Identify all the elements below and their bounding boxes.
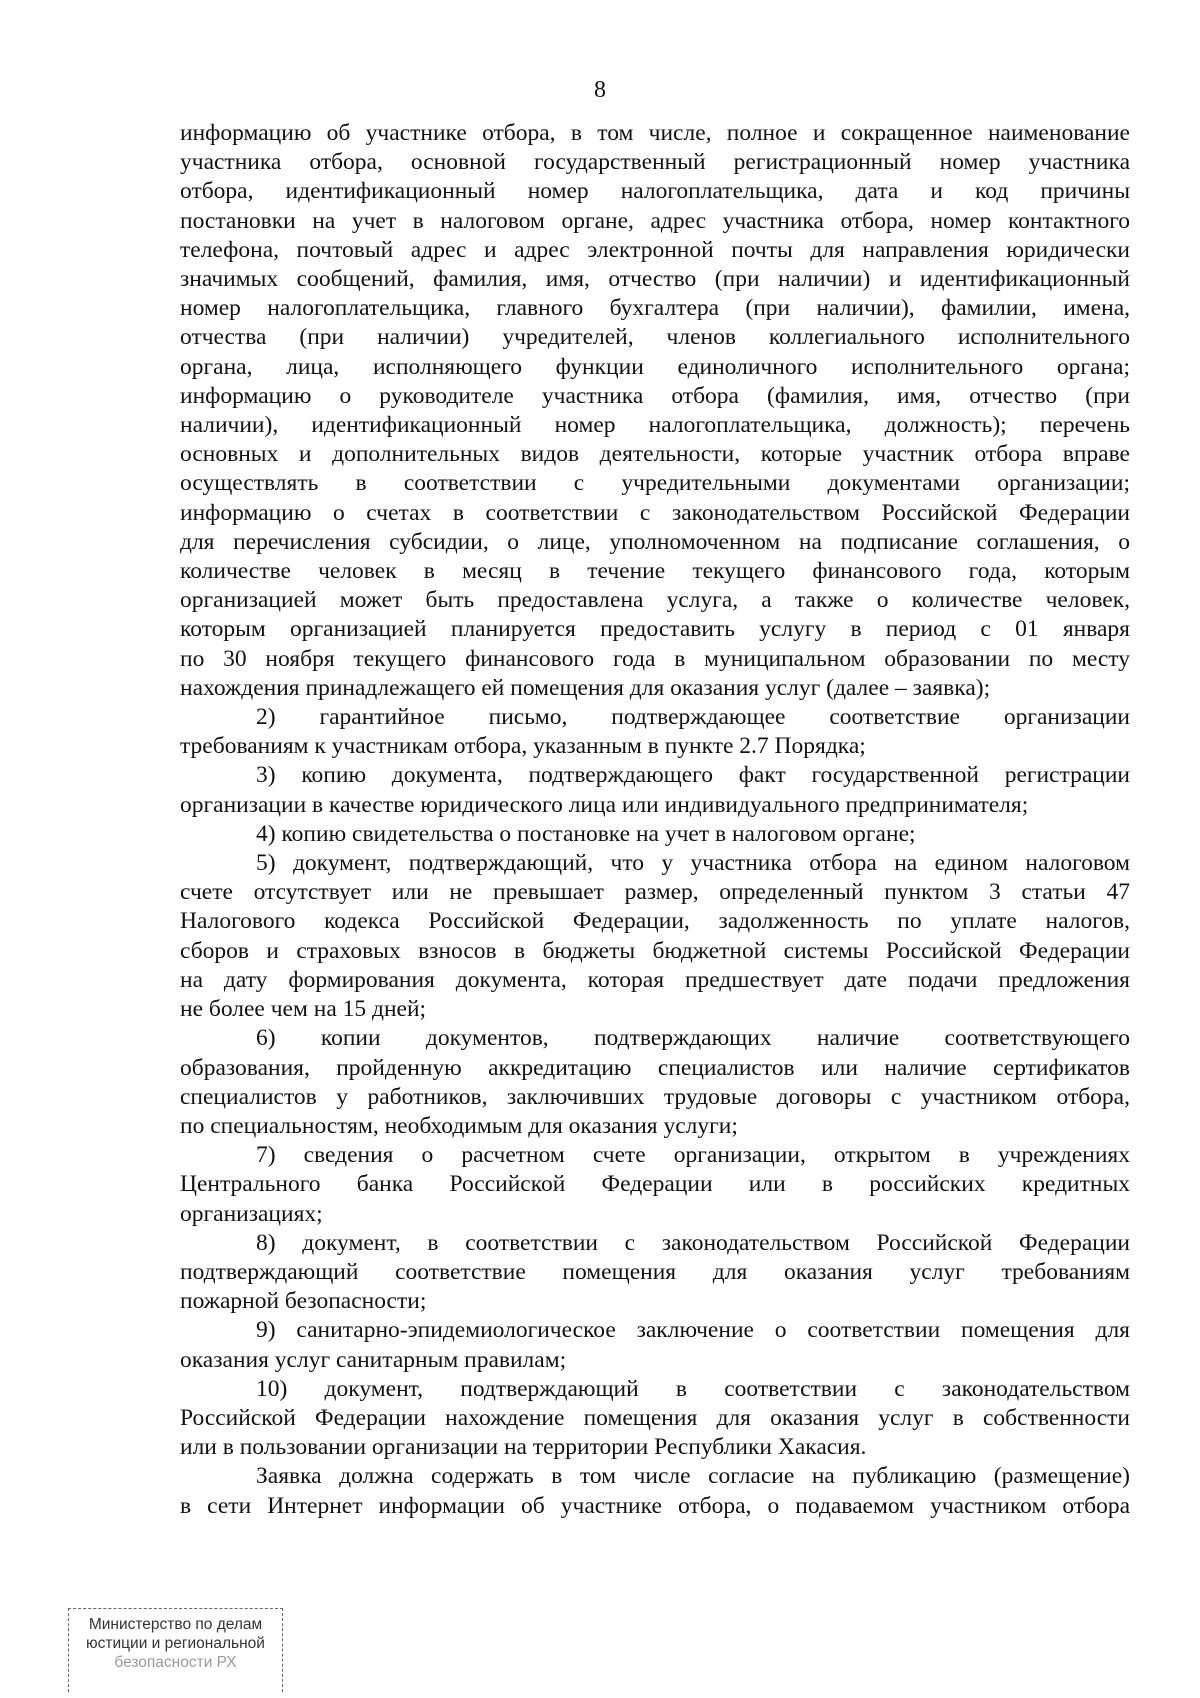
text-line: для перечисления субсидии, о лице, уполномоченном на подписание соглашения, о <box>180 528 1130 555</box>
text-line: телефона, почтовый адрес и адрес электронной почты для направления юридически <box>180 236 1130 263</box>
text-line: органа, лица, исполняющего функции единоличного исполнительного органа; <box>180 353 1130 380</box>
text-line: информацию о счетах в соответствии с законодательством Российской Федерации <box>180 499 1130 526</box>
text-line: 3) копию документа, подтверждающего факт государственной регистрации <box>256 762 1130 789</box>
paragraph <box>180 761 1130 819</box>
text-line: в сети Интернет информации об участнике отбора, о подаваемом участником отбора <box>180 1492 1130 1519</box>
paragraph <box>180 1316 1130 1374</box>
text-line: не более чем на 15 дней; <box>180 996 427 1023</box>
text-line: или в пользовании организации на территории Республики Хакасия. <box>180 1434 867 1461</box>
text-line: организациях; <box>180 1200 323 1227</box>
page-number: 8 <box>594 77 606 103</box>
text-line: 5) документ, подтверждающий, что у участника отбора на едином налоговом <box>256 850 1130 877</box>
text-line: специалистов у работников, заключивших трудовые договоры с участником отбора, <box>180 1083 1130 1110</box>
document-body <box>180 119 1130 1521</box>
text-line: подтверждающий соответствие помещения для оказания услуг требованиям <box>180 1258 1130 1285</box>
paragraph <box>180 820 1130 849</box>
paragraph <box>180 1462 1130 1520</box>
text-line: информацию о руководителе участника отбора (фамилия, имя, отчество (при <box>180 382 1130 409</box>
text-line: Заявка должна содержать в том числе согласие на публикацию (размещение) <box>256 1463 1130 1490</box>
text-line: 7) сведения о расчетном счете организации, открытом в учреждениях <box>256 1142 1130 1169</box>
paragraph <box>180 119 1130 703</box>
registration-stamp <box>68 1608 283 1692</box>
text-line: нахождения принадлежащего ей помещения для оказания услуг (далее – заявка); <box>180 674 991 701</box>
stamp-line-3: безопасности РХ <box>114 1654 237 1671</box>
text-line: 10) документ, подтверждающий в соответствии с законодательством <box>256 1375 1130 1402</box>
paragraph <box>180 849 1130 1024</box>
text-line: отчества (при наличии) учредителей, членов коллегиального исполнительного <box>180 324 1130 351</box>
paragraph <box>180 1141 1130 1229</box>
text-line: Центрального банка Российской Федерации или в российских кредитных <box>180 1171 1130 1198</box>
text-line: оказания услуг санитарным правилам; <box>180 1346 567 1373</box>
text-line: основных и дополнительных видов деятельности, которые участник отбора вправе <box>180 441 1130 468</box>
text-line: организацией может быть предоставлена услуга, а также о количестве человек, <box>180 587 1130 614</box>
text-line: информацию об участнике отбора, в том числе, полное и сокращенное наименование <box>180 120 1130 146</box>
text-line: 6) копии документов, подтверждающих наличие соответствующего <box>256 1025 1130 1052</box>
text-line: сборов и страховых взносов в бюджеты бюджетной системы Российской Федерации <box>180 937 1130 964</box>
text-line: по специальностям, необходимым для оказания услуги; <box>180 1112 738 1139</box>
paragraph <box>180 1229 1130 1317</box>
text-line: организации в качестве юридического лица или индивидуального предпринимателя; <box>180 791 1029 818</box>
text-line: отбора, идентификационный номер налогоплательщика, дата и код причины <box>180 178 1130 205</box>
paragraph <box>180 703 1130 761</box>
text-line: Российской Федерации нахождение помещения для оказания услуг в собственности <box>180 1404 1130 1431</box>
text-line: наличии), идентификационный номер налогоплательщика, должность); перечень <box>180 412 1130 439</box>
text-line: значимых сообщений, фамилия, имя, отчество (при наличии) и идентификационный <box>180 266 1130 293</box>
text-line: 4) копию свидетельства о постановке на учет в налоговом органе; <box>256 820 916 847</box>
paragraph <box>180 1024 1130 1141</box>
text-line: Налогового кодекса Российской Федерации, задолженность по уплате налогов, <box>180 908 1130 935</box>
text-line: 8) документ, в соответствии с законодательством Российской Федерации <box>256 1229 1130 1256</box>
stamp-line-2: юстиции и региональной <box>86 1635 265 1652</box>
text-line: образования, пройденную аккредитацию специалистов или наличие сертификатов <box>180 1054 1130 1081</box>
text-line: 2) гарантийное письмо, подтверждающее соответствие организации <box>256 704 1130 731</box>
text-line: на дату формирования документа, которая предшествует дате подачи предложения <box>180 966 1130 993</box>
text-line: 9) санитарно-эпидемиологическое заключение о соответствии помещения для <box>256 1317 1130 1344</box>
text-line: пожарной безопасности; <box>180 1288 427 1315</box>
text-line: требованиям к участникам отбора, указанным в пункте 2.7 Порядка; <box>180 733 866 760</box>
text-line: количестве человек в месяц в течение текущего финансового года, которым <box>180 558 1130 585</box>
text-line: счете отсутствует или не превышает размер, определенный пунктом 3 статьи 47 <box>180 879 1130 906</box>
text-line: участника отбора, основной государственный регистрационный номер участника <box>180 149 1130 176</box>
paragraph <box>180 1375 1130 1463</box>
text-line: по 30 ноября текущего финансового года в муниципальном образовании по месту <box>180 645 1130 672</box>
text-line: осуществлять в соответствии с учредительными документами организации; <box>180 470 1130 497</box>
stamp-line-1: Министерство по делам <box>88 1616 263 1633</box>
text-line: постановки на учет в налоговом органе, адрес участника отбора, номер контактного <box>180 207 1130 234</box>
text-line: номер налогоплательщика, главного бухгалтера (при наличии), фамилии, имена, <box>180 295 1130 322</box>
text-line: которым организацией планируется предоставить услугу в период с 01 января <box>180 616 1130 643</box>
